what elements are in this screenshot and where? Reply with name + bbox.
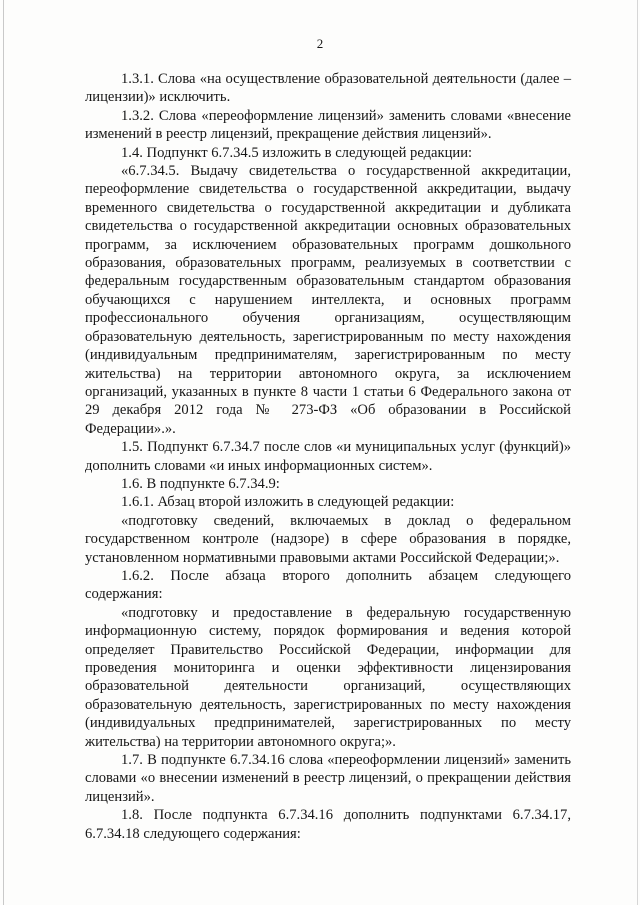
page-number: 2: [316, 36, 324, 51]
paragraph-1-3-1: 1.3.1. Слова «на осуществление образовательной деятельности (далее – лицензии)» исключить.: [85, 71, 571, 106]
paragraph-1-7: 1.7. В подпункте 6.7.34.16 слова «переоформлении лицензий» заменить словами «о внесении изменений в реестр лицензий, о прекращении действия лицензий».: [85, 752, 571, 805]
paragraph-1-6: 1.6. В подпункте 6.7.34.9:: [121, 475, 280, 492]
paragraph-1-3-2: 1.3.2. Слова «переоформление лицензий» заменить словами «внесение изменений в реестр лицензий, прекращение действия лицензий».: [85, 107, 571, 143]
paragraph-1-4-text: «6.7.34.5. Выдачу свидетельства о государственной аккредитации, переоформление свидетельства о государственной аккредитации, выдачу временного свидетельства о государственной аккредитации и дубликата свидетельства о государственной аккредитации основных образовательных программ, за исключением образовательных программ дошкольного образования, образовательных программ, реализуемых в соответствии с федеральным государственным образовательным стандартом образования обучающихся с нарушением интеллекта, и основных программ профессионального обучения организациям, осуществляющим образовательную деятельность, зарегистрированным по месту нахождения (индивидуальным предпринимателям, зарегистрированным по месту жительства) на территории автономного округа, за исключением организаций, указанных в пункте 8 части 1 статьи 6 Федерального закона от 29 декабря 2012 года № 273-ФЗ «Об образовании в Российской Федерации».».: [85, 163, 571, 437]
paragraph-1-6-2-text: «подготовку и предоставление в федеральную государственную информационную систему, порядок формирования и ведения которой определяет Правительство Российской Федерации, информации для проведения мониторинга и оценки эффективности лицензирования образовательной деятельности организаций, осуществляющих образовательную деятельность, зарегистрированных по месту нахождения (индивидуальных предпринимателей, зарегистрированных по месту жительства) на территории автономного округа;».: [85, 604, 571, 750]
paragraph-1-5: 1.5. Подпункт 6.7.34.7 после слов «и муниципальных услуг (функций)» дополнить словами «и иных информационных систем».: [85, 439, 571, 474]
paragraph-1-4: 1.4. Подпункт 6.7.34.5 изложить в следующей редакции:: [121, 144, 473, 161]
paragraph-1-6-1-text: «подготовку сведений, включаемых в доклад о федеральном государственном контроле (надзоре) в сфере образования в порядке, установленном нормативными правовыми актами Российской Федерации;».: [85, 512, 571, 566]
paragraph-1-8: 1.8. После подпункта 6.7.34.16 дополнить подпунктами 6.7.34.17, 6.7.34.18 следующего содержания:: [85, 807, 571, 842]
document-body: [85, 70, 571, 843]
paragraph-1-6-1: 1.6.1. Абзац второй изложить в следующей редакции:: [121, 494, 455, 511]
scan-edge-right: [637, 0, 638, 905]
scan-edge-left: [3, 0, 4, 905]
paragraph-1-6-2: 1.6.2. После абзаца второго дополнить абзацем следующего содержания:: [85, 567, 571, 603]
